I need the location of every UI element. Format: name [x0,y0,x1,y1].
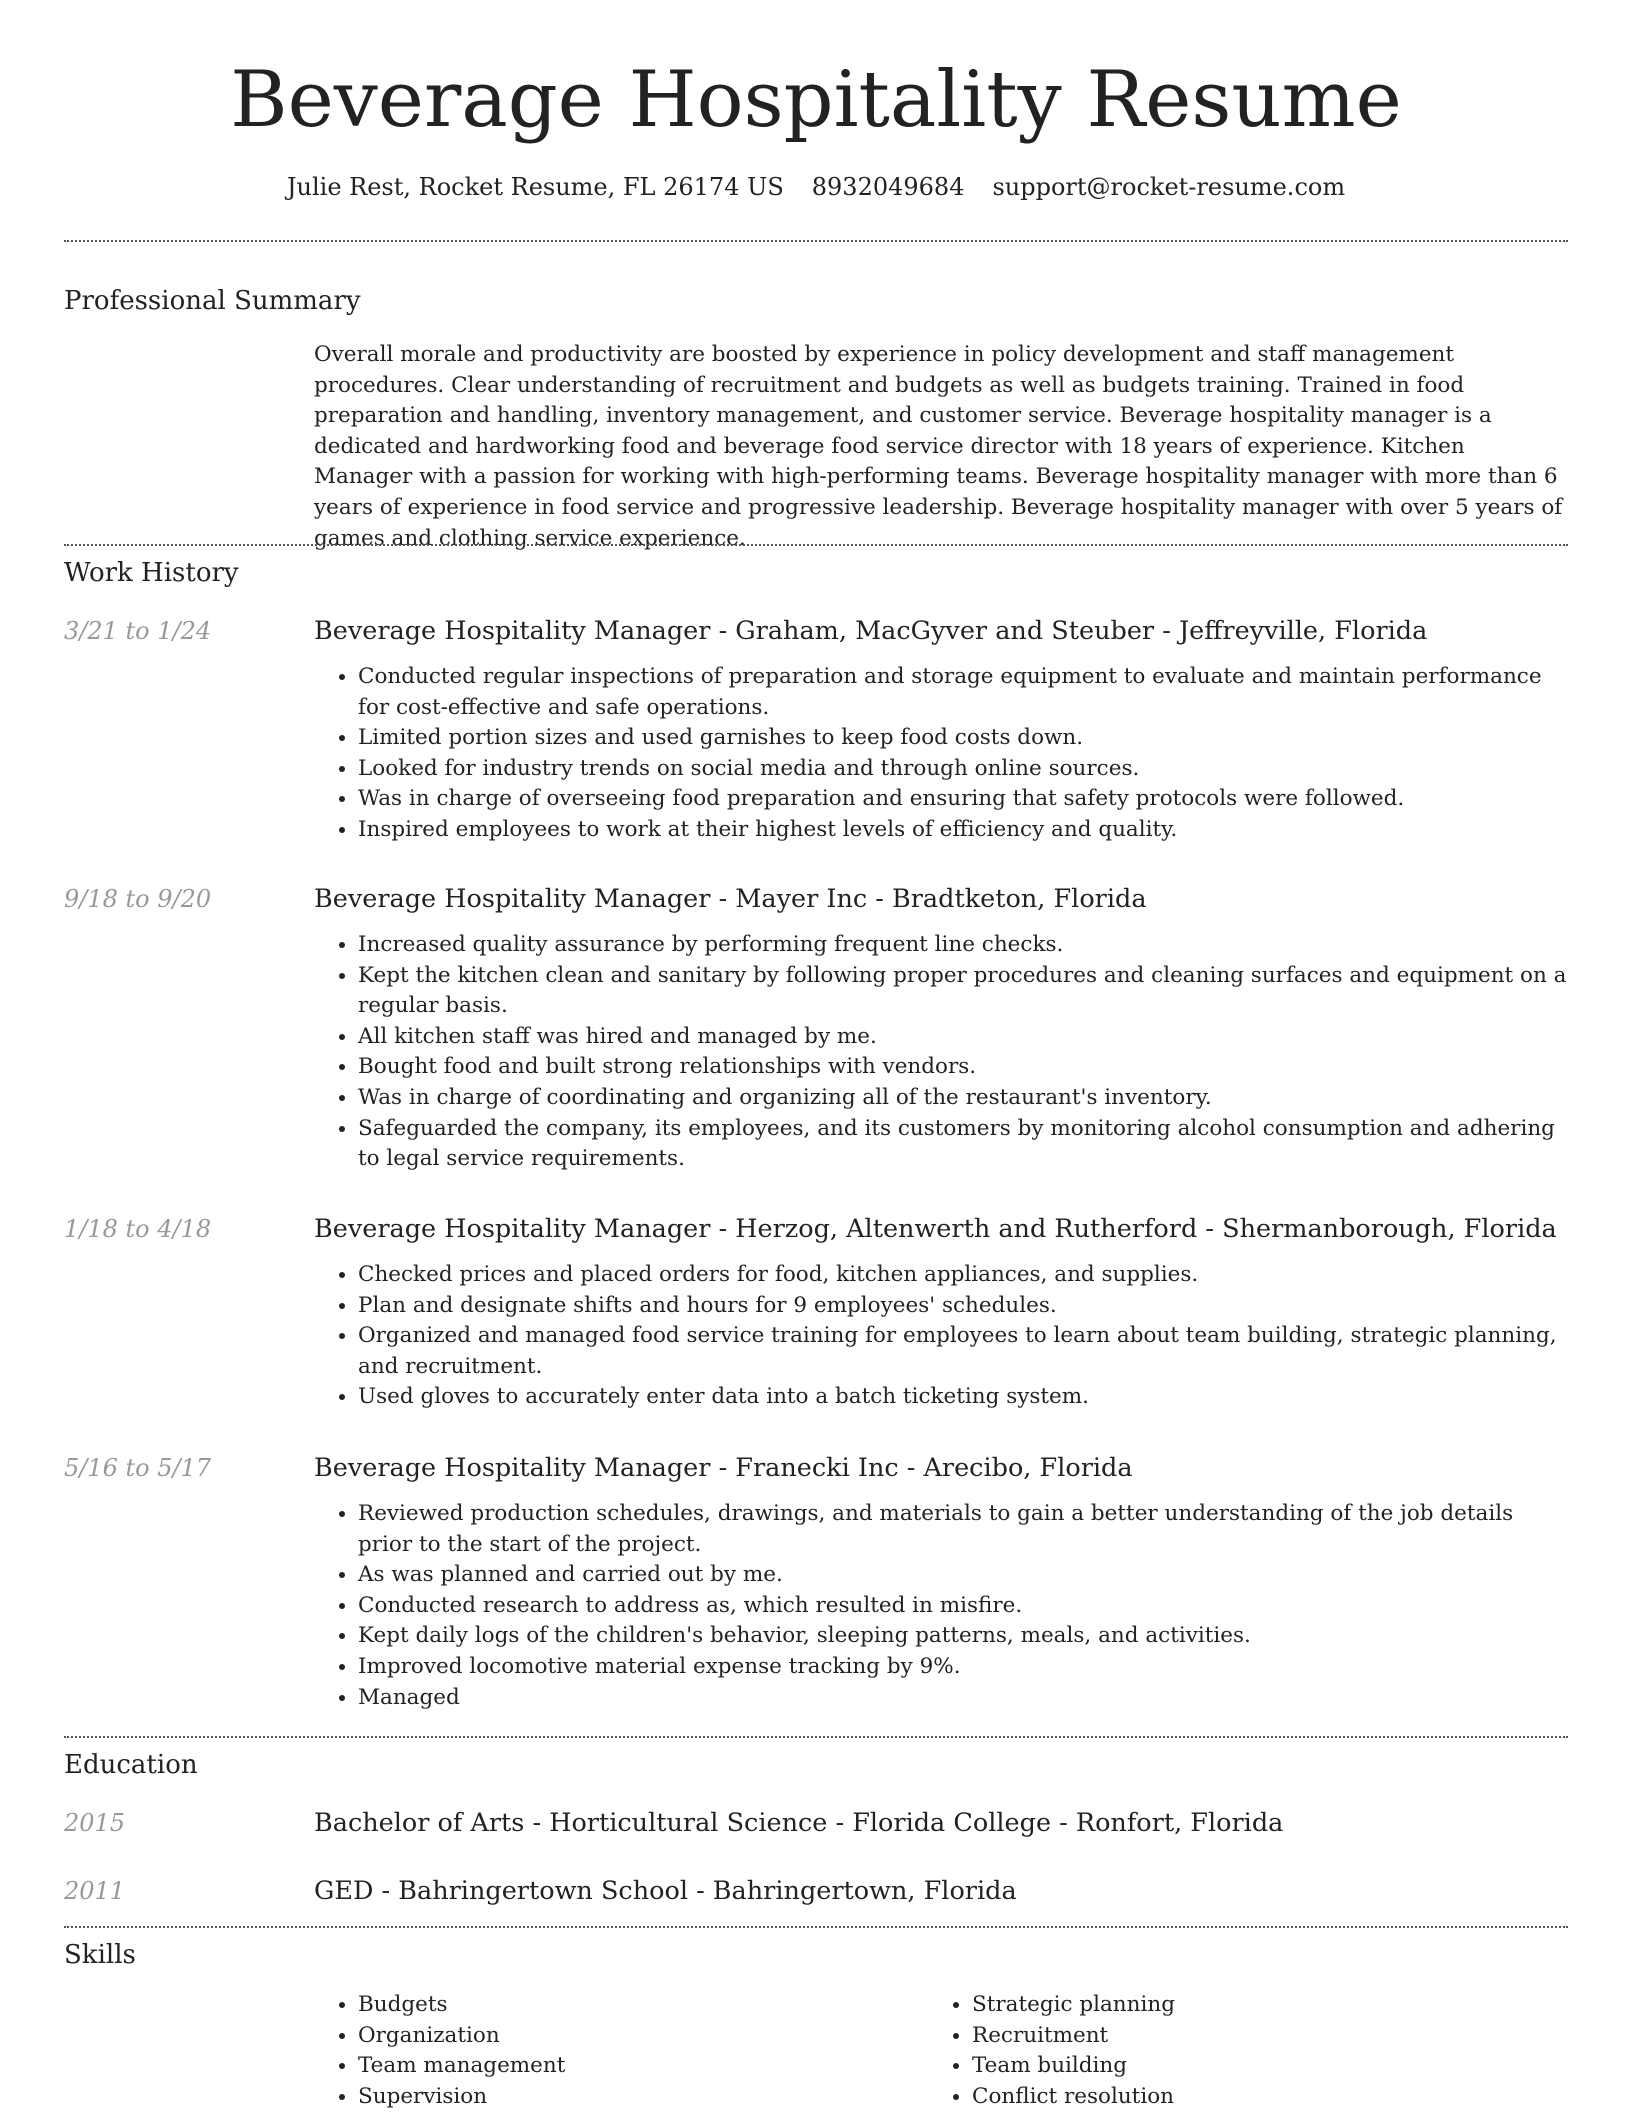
job-date: 5/16 to 5/17 [64,1454,212,1482]
skills-column [928,1990,1175,2112]
job-bullet: • Conducted research to address as, which resulted in misfire. [358,1591,1568,1622]
job-bullet: • Plan and designate shifts and hours for 9 employees' schedules. [358,1291,1568,1322]
job-bullet: • Inspired employees to work at their highest levels of efficiency and quality. [358,815,1568,846]
skill-item: • Recruitment [972,2021,1175,2052]
education-date: 2011 [64,1877,126,1905]
job-bullet: • Safeguarded the company, its employees, and its customers by monitoring alcohol consumption and adhering to legal service requirements. [358,1114,1568,1175]
divider [64,1736,1568,1738]
job-bullets [314,1499,1568,1713]
skill-item: • Team building [972,2051,1175,2082]
job-bullet: • Organized and managed food service training for employees to learn about team building, strategic planning, and recruitment. [358,1321,1568,1382]
divider [64,240,1568,242]
job-bullet: • Bought food and built strong relationships with vendors. [358,1052,1568,1083]
section-heading-work-history: Work History [64,558,239,588]
skills-column [314,1990,565,2112]
job-title: Beverage Hospitality Manager - Herzog, Altenwerth and Rutherford - Shermanborough, Florida [314,1214,1557,1244]
skill-item: • Organization [358,2021,565,2052]
job-bullet: • Was in charge of overseeing food preparation and ensuring that safety protocols were followed. [358,784,1568,815]
job-bullet: • Used gloves to accurately enter data into a batch ticketing system. [358,1382,1568,1413]
job-bullet: • Was in charge of coordinating and organizing all of the restaurant's inventory. [358,1083,1568,1114]
job-bullet: • Limited portion sizes and used garnishes to keep food costs down. [358,723,1568,754]
contact-line [0,170,1632,204]
divider [64,1926,1568,1928]
job-bullet: • Managed [358,1683,1568,1714]
education-date: 2015 [64,1809,126,1837]
skill-item: • Budgets [358,1990,565,2021]
job-bullets [314,662,1568,846]
skill-item: • Team management [358,2051,565,2082]
job-bullets [314,1260,1568,1413]
job-title: Beverage Hospitality Manager - Graham, MacGyver and Steuber - Jeffreyville, Florida [314,616,1428,646]
job-bullets [314,930,1568,1175]
section-heading-education: Education [64,1750,198,1780]
job-bullet: • As was planned and carried out by me. [358,1560,1568,1591]
job-date: 1/18 to 4/18 [64,1215,212,1243]
job-bullet: • Conducted regular inspections of preparation and storage equipment to evaluate and maintain performance for cost-effective and safe operations. [358,662,1568,723]
section-heading-summary: Professional Summary [64,286,361,316]
contact-email: support@rocket-resume.com [992,173,1346,201]
job-bullet: • Improved locomotive material expense tracking by 9%. [358,1652,1568,1683]
summary-text: Overall morale and productivity are boosted by experience in policy development and staff management procedures. Clear understanding of recruitment and budgets as well as budgets training. Trained in food preparation and handling, inventory management, and customer service. Beverage hospitality manager is a dedicated and hardworking food and beverage food service director with 18 years of experience. Kitchen Manager with a passion for working with high-performing teams. Beverage hospitality manager with more than 6 years of experience in food service and progressive leadership. Beverage hospitality manager with over 5 years of games and clothing service experience. [314,342,1563,551]
job-bullet: • Looked for industry trends on social media and through online sources. [358,754,1568,785]
job-date: 3/21 to 1/24 [64,617,212,645]
job-bullet: • Kept the kitchen clean and sanitary by following proper procedures and cleaning surfaces and equipment on a regular basis. [358,961,1568,1022]
contact-phone: 8932049684 [811,173,965,201]
job-bullet: • Reviewed production schedules, drawings, and materials to gain a better understanding of the job details prior to the start of the project. [358,1499,1568,1560]
job-date: 9/18 to 9/20 [64,885,212,913]
job-title: Beverage Hospitality Manager - Franecki Inc - Arecibo, Florida [314,1453,1133,1483]
job-title: Beverage Hospitality Manager - Mayer Inc - Bradtketon, Florida [314,884,1147,914]
section-heading-skills: Skills [64,1940,136,1970]
skill-item: • Conflict resolution [972,2082,1175,2112]
job-bullet: • All kitchen staff was hired and managed by me. [358,1022,1568,1053]
education-degree: GED - Bahringertown School - Bahringertown, Florida [314,1876,1017,1906]
resume-title: Beverage Hospitality Resume [230,55,1402,145]
skill-item: • Supervision [358,2082,565,2112]
divider [64,544,1568,546]
skill-item: • Strategic planning [972,1990,1175,2021]
job-bullet: • Increased quality assurance by performing frequent line checks. [358,930,1568,961]
job-bullet: • Checked prices and placed orders for food, kitchen appliances, and supplies. [358,1260,1568,1291]
education-degree: Bachelor of Arts - Horticultural Science - Florida College - Ronfort, Florida [314,1808,1284,1838]
contact-address: Julie Rest, Rocket Resume, FL 26174 US [286,173,784,201]
job-bullet: • Kept daily logs of the children's behavior, sleeping patterns, meals, and activities. [358,1621,1568,1652]
